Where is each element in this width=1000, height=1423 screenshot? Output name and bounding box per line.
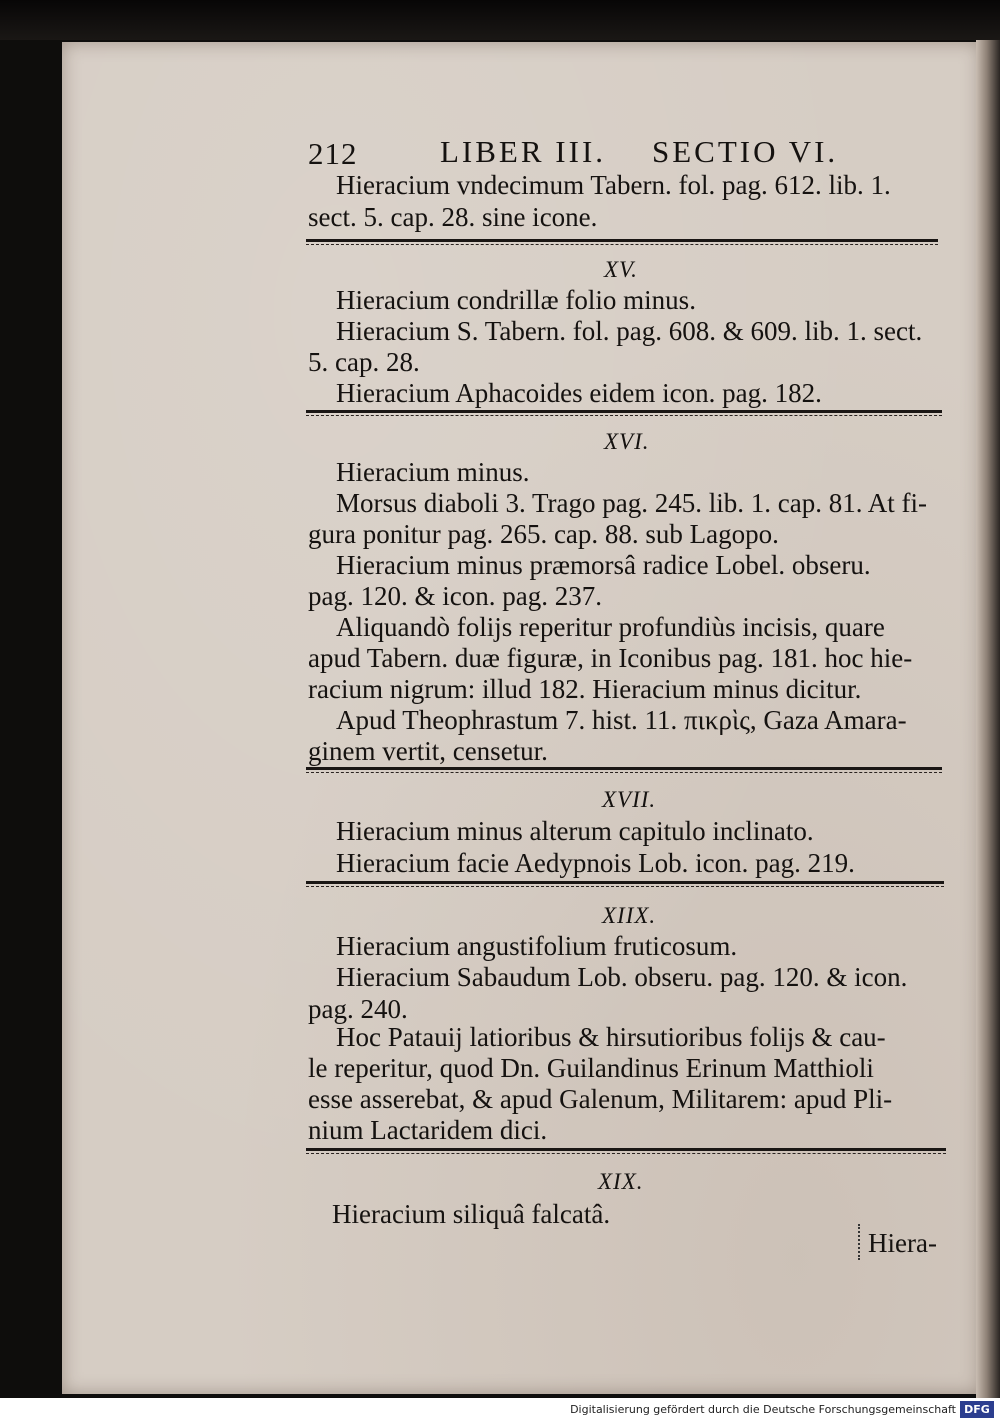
section-number: XIIX.	[602, 903, 657, 928]
section-divider	[306, 1148, 946, 1151]
text-line: Hieracium S. Tabern. fol. pag. 608. & 609. lib. 1. sect.	[336, 316, 923, 346]
page-number: 212	[308, 136, 358, 171]
text-line: Hieracium angustifolium fruticosum.	[336, 931, 738, 961]
text-line: Morsus diaboli 3. Trago pag. 245. lib. 1. cap. 81. At fi-	[336, 488, 927, 518]
running-title-book: LIBER III.	[440, 134, 607, 169]
catchword-bracket	[858, 1224, 862, 1260]
section-number: XIX.	[598, 1169, 644, 1194]
dfg-logo: DFG	[960, 1401, 994, 1418]
text-line: esse asserebat, & apud Galenum, Militarem: apud Pli-	[308, 1084, 893, 1114]
text-line: 5. cap. 28.	[308, 347, 420, 377]
footer-credit: Digitalisierung gefördert durch die Deutsche Forschungsgemeinschaft	[570, 1403, 956, 1416]
text-line: pag. 240.	[308, 994, 408, 1024]
text-line: Hieracium vndecimum Tabern. fol. pag. 612. lib. 1.	[336, 170, 891, 200]
section-divider	[306, 239, 938, 242]
section-number: XV.	[604, 257, 638, 282]
text-line: Hoc Patauij latioribus & hirsutioribus folijs & cau-	[336, 1022, 886, 1052]
text-line: apud Tabern. duæ figuræ, in Iconibus pag. 181. hoc hie-	[308, 643, 913, 673]
scan-top-edge	[0, 0, 1000, 40]
text-line: Hieracium Sabaudum Lob. obseru. pag. 120. & icon.	[336, 962, 908, 992]
section-number: XVI.	[604, 429, 650, 454]
section-number: XVII.	[602, 787, 657, 812]
text-line: Hieracium minus.	[336, 457, 530, 487]
text-line: sect. 5. cap. 28. sine icone.	[308, 202, 598, 232]
text-line: nium Lactaridem dici.	[308, 1115, 548, 1145]
text-line: Hieracium minus alterum capitulo inclinato.	[336, 816, 814, 846]
text-line: Hieracium siliquâ falcatâ.	[332, 1199, 611, 1229]
catchword: Hiera-	[868, 1228, 937, 1258]
text-line: le reperitur, quod Dn. Guilandinus Erinum Matthioli	[308, 1053, 874, 1083]
section-divider	[306, 410, 942, 413]
section-divider	[306, 767, 942, 770]
text-line: Hieracium facie Aedypnois Lob. icon. pag. 219.	[336, 848, 855, 878]
text-line: Apud Theophrastum 7. hist. 11. πικρὶς, Gaza Amara-	[336, 705, 907, 735]
text-line: Hieracium condrillæ folio minus.	[336, 285, 696, 315]
text-line: gura ponitur pag. 265. cap. 88. sub Lagopo.	[308, 519, 779, 549]
text-line: pag. 120. & icon. pag. 237.	[308, 581, 602, 611]
text-line: Hieracium minus præmorsâ radice Lobel. obseru.	[336, 550, 871, 580]
text-line: Aliquandò folijs reperitur profundiùs incisis, quare	[336, 612, 885, 642]
digitization-footer	[0, 1398, 1000, 1423]
section-divider	[306, 881, 944, 884]
text-line: ginem vertit, censetur.	[308, 736, 548, 766]
text-line: racium nigrum: illud 182. Hieracium minus dicitur.	[308, 674, 862, 704]
text-line: Hieracium Aphacoides eidem icon. pag. 182.	[336, 378, 822, 408]
page-gutter-edge	[976, 40, 1000, 1400]
running-title-section: SECTIO VI.	[652, 134, 839, 169]
